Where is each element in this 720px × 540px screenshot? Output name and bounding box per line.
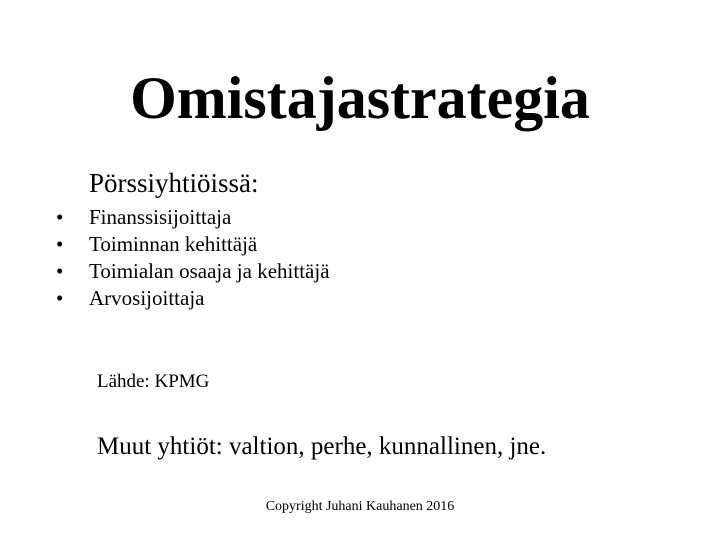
bullet-icon: • <box>56 286 64 310</box>
other-companies-note: Muut yhtiöt: valtion, perhe, kunnallinen, jne. <box>97 433 547 460</box>
bullet-text: Toimialan osaaja ja kehittäjä <box>89 259 330 283</box>
bullet-text: Finanssisijoittaja <box>89 205 232 229</box>
bullet-text: Arvosijoittaja <box>89 286 205 310</box>
source-note: Lähde: KPMG <box>97 371 210 392</box>
slide-title: Omistajastrategia <box>130 65 590 131</box>
copyright-footer: Copyright Juhani Kauhanen 2016 <box>265 499 455 514</box>
bullet-icon: • <box>56 232 64 256</box>
bullet-text: Toiminnan kehittäjä <box>89 232 258 256</box>
subheading: Pörssiyhtiöissä: <box>89 168 259 198</box>
bullet-icon: • <box>56 205 64 229</box>
bullet-icon: • <box>56 259 64 283</box>
